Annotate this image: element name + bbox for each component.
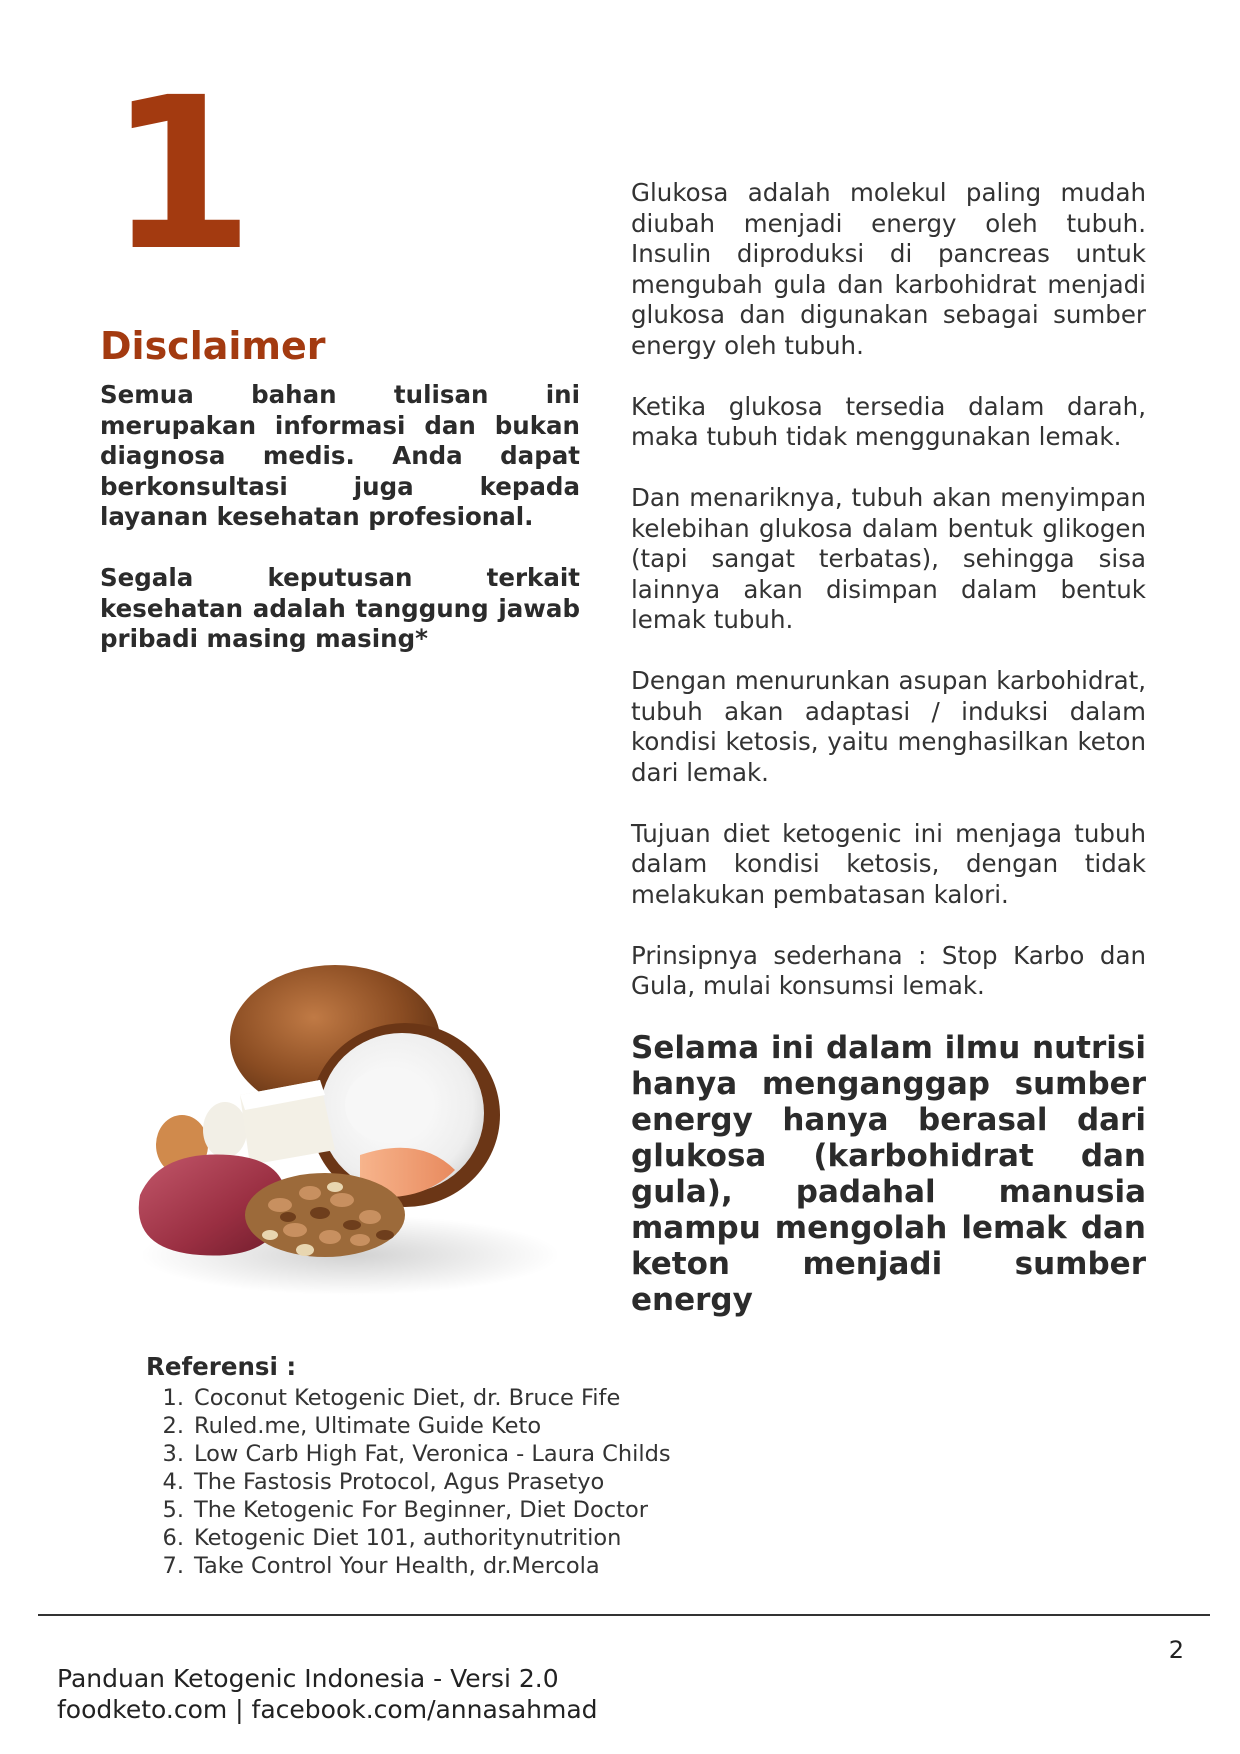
reference-text: The Fastosis Protocol, Agus Prasetyo bbox=[194, 1469, 605, 1495]
reference-text: Take Control Your Health, dr.Mercola bbox=[194, 1553, 600, 1579]
reference-number: 1. bbox=[162, 1385, 184, 1411]
list-item bbox=[146, 1468, 671, 1496]
disclaimer-title: Disclaimer bbox=[100, 324, 326, 368]
reference-text: Ruled.me, Ultimate Guide Keto bbox=[194, 1413, 542, 1439]
body-paragraph: Ketika glukosa tersedia dalam darah, maka tubuh tidak menggunakan lemak. bbox=[631, 391, 1146, 451]
reference-text: Coconut Ketogenic Diet, dr. Bruce Fife bbox=[194, 1385, 621, 1411]
list-item bbox=[146, 1440, 671, 1468]
body-text bbox=[631, 178, 1146, 1032]
body-paragraph: Dan menariknya, tubuh akan menyimpan kelebihan glukosa dalam bentuk glikogen (tapi sangat terbatas), sehingga sisa lainnya akan disimpan dalam bentuk lemak tubuh. bbox=[631, 483, 1146, 634]
keto-foods-illustration bbox=[120, 955, 570, 1315]
reference-text: Low Carb High Fat, Veronica - Laura Childs bbox=[194, 1441, 671, 1467]
body-paragraph: Tujuan diet ketogenic ini menjaga tubuh dalam kondisi ketosis, dengan tidak melakukan pembatasan kalori. bbox=[631, 818, 1146, 909]
reference-number: 5. bbox=[162, 1497, 184, 1523]
reference-number: 4. bbox=[162, 1469, 184, 1495]
list-item bbox=[146, 1552, 671, 1580]
references-title: Referensi : bbox=[146, 1352, 297, 1381]
chapter-number: 1 bbox=[108, 52, 255, 297]
reference-number: 6. bbox=[162, 1525, 184, 1551]
reference-number: 3. bbox=[162, 1441, 184, 1467]
body-paragraph: Prinsipnya sederhana : Stop Karbo dan Gula, mulai konsumsi lemak. bbox=[631, 940, 1146, 1000]
reference-number: 2. bbox=[162, 1413, 184, 1439]
disclaimer-paragraph: Segala keputusan terkait kesehatan adalah tanggung jawab pribadi masing masing* bbox=[100, 563, 580, 653]
body-paragraph: Dengan menurunkan asupan karbohidrat, tubuh akan adaptasi / induksi dalam kondisi ketosis, yaitu menghasilkan keton dari lemak. bbox=[631, 666, 1146, 787]
list-item bbox=[146, 1524, 671, 1552]
emphasis-statement: Selama ini dalam ilmu nutrisi hanya menganggap sumber energy hanya berasal dari glukosa (karbohidrat dan gula), padahal manusia mampu mengolah lemak dan keton menjadi sumber energy bbox=[631, 1030, 1146, 1318]
references-section bbox=[146, 1352, 671, 1580]
footer-divider bbox=[38, 1614, 1210, 1616]
reference-number: 7. bbox=[162, 1553, 184, 1579]
footer-title: Panduan Ketogenic Indonesia - Versi 2.0 bbox=[57, 1664, 559, 1693]
footer-links: foodketo.com | facebook.com/annasahmad bbox=[57, 1695, 598, 1724]
footer bbox=[57, 1663, 598, 1725]
page-number: 2 bbox=[1168, 1636, 1184, 1664]
list-item bbox=[146, 1412, 671, 1440]
list-item bbox=[146, 1384, 671, 1412]
references-list bbox=[146, 1384, 671, 1580]
disclaimer-paragraph: Semua bahan tulisan ini merupakan informasi dan bukan diagnosa medis. Anda dapat berkonsultasi juga kepada layanan kesehatan profesional. bbox=[100, 380, 580, 531]
disclaimer-body bbox=[100, 380, 580, 685]
reference-text: Ketogenic Diet 101, authoritynutrition bbox=[194, 1525, 622, 1551]
list-item bbox=[146, 1496, 671, 1524]
reference-text: The Ketogenic For Beginner, Diet Doctor bbox=[194, 1497, 648, 1523]
body-paragraph: Glukosa adalah molekul paling mudah diubah menjadi energy oleh tubuh. Insulin diproduksi di pancreas untuk mengubah gula dan karbohidrat menjadi glukosa dan digunakan sebagai sumber energy oleh tubuh. bbox=[631, 178, 1146, 360]
